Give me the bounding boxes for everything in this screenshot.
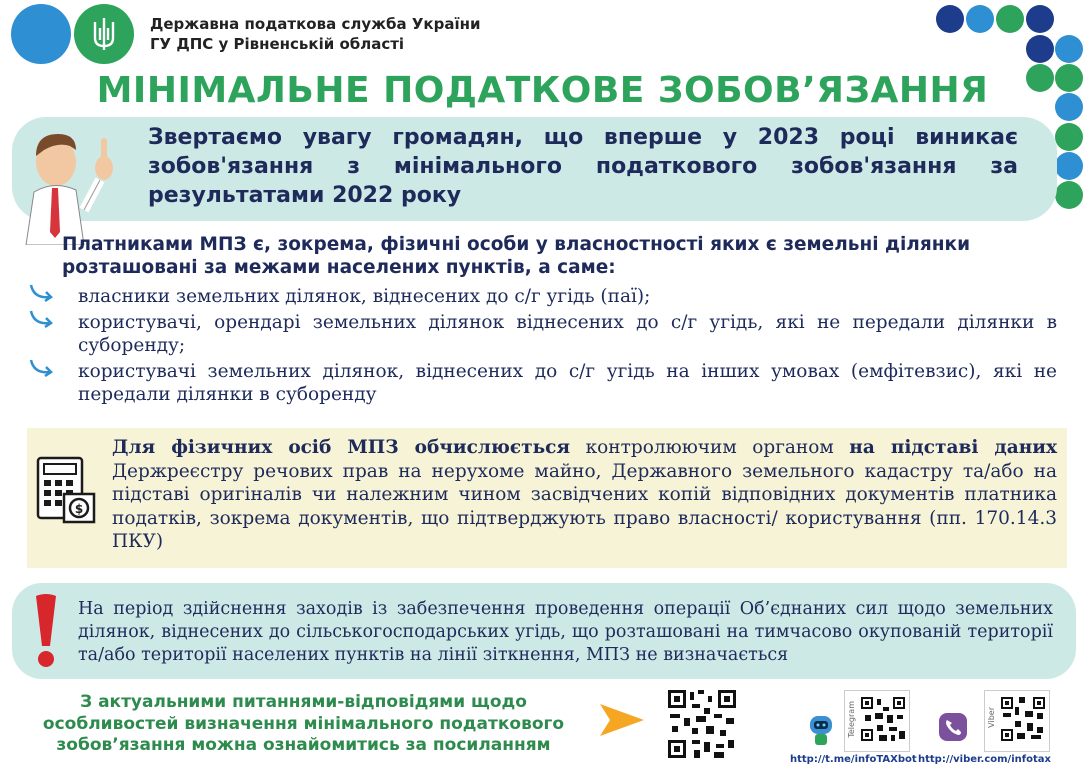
calculator-document-icon: [34, 456, 100, 526]
exclamation-icon: [32, 592, 60, 670]
list-item-text: користувачі, орендарі земельних ділянок віднесених до с/г угідь, які не передали ділянки в суборенду;: [78, 312, 1057, 356]
organization-name: [150, 14, 480, 54]
telegram-qr-card[interactable]: [844, 690, 910, 752]
page-title: МІНІМАЛЬНЕ ПОДАТКОВЕ ЗОБОВ’ЯЗАННЯ: [96, 70, 989, 111]
payers-section: [62, 233, 1057, 409]
curved-arrow-icon: [28, 281, 56, 303]
payers-intro: Платниками МПЗ є, зокрема, фізичні особи у власностності яких є земельні ділянки розташовані за межами населених пунктів, а саме:: [62, 234, 971, 278]
faq-qr-code[interactable]: [666, 688, 738, 760]
telegram-label: Telegram: [847, 701, 856, 738]
payers-list: [62, 285, 1057, 406]
viber-link[interactable]: http://viber.com/infotax: [918, 754, 1051, 765]
trident-emblem-icon: [74, 4, 134, 64]
curved-arrow-icon: [28, 356, 56, 378]
list-item: [62, 285, 1057, 308]
org-line-2: ГУ ДПС у Рівненській області: [150, 35, 405, 53]
calc-bold-1: Для фізичних осіб МПЗ обчислюється: [112, 437, 571, 458]
calc-bold-2: на підставі даних: [849, 437, 1057, 458]
org-line-1: Державна податкова служба України: [150, 15, 481, 33]
calc-normal-2: Держреєстру речових прав на нерухоме майно, Державного земельного кадастру та/або на підставі оригіналів чи належним чином засвідчених копій відповідних документів платника податків, зокрема документів, що підтверджують право власності/ користування (пп. 170.14.3 ПКУ): [112, 460, 1057, 552]
viber-label: Viber: [987, 707, 996, 728]
list-item-text: користувачі земельних ділянок, віднесених до с/г угідь на інших умовах (емфітевзис), які не передали ділянки в суборенду: [78, 361, 1057, 405]
telegram-bot-icon: [806, 710, 836, 748]
viber-qr-card[interactable]: [984, 690, 1050, 752]
notice-text: Звертаємо увагу громадян, що вперше у 2023 році виникає зобов'язання з мінімального податкового зобов'язання за результатами 2022 року: [148, 125, 1018, 208]
curved-arrow-icon: [28, 307, 56, 329]
list-item: [62, 360, 1057, 406]
businessman-illustration-icon: [14, 120, 124, 245]
svg-text:$: $: [74, 502, 84, 516]
calc-normal-1: контролюючим органом: [570, 437, 850, 458]
arrow-right-icon: [598, 700, 648, 740]
footer-text: З актуальними питаннями-відповідями щодо особливостей визначення мінімального податкового зобов’язання можна ознайомитись за посиланням: [42, 692, 565, 755]
calculation-text: [112, 436, 1057, 554]
list-item-text: власники земельних ділянок, віднесених до с/г угідь (паї);: [78, 286, 651, 307]
viber-icon: [938, 712, 968, 742]
warning-text: На період здійснення заходів із забезпечення проведення операції Об’єднаних сил щодо земельних ділянок, віднесених до сільськогосподарських угідь, що розташовані на тимчасово окупованій території та/або території населених пунктів на лінії зіткнення, МПЗ не визначається: [78, 599, 1053, 665]
list-item: [62, 311, 1057, 357]
telegram-link[interactable]: http://t.me/infoTAXbot: [790, 754, 917, 765]
dps-logo: [11, 4, 71, 64]
